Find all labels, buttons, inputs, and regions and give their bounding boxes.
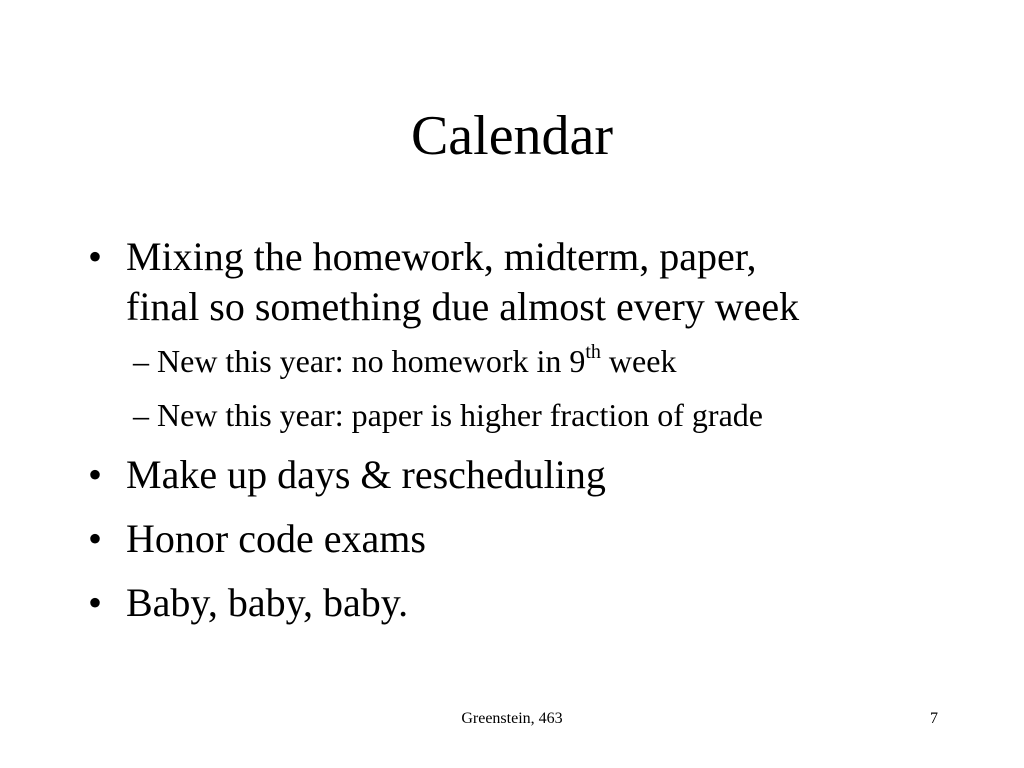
bullet-item-mixing bbox=[88, 232, 988, 436]
sub-item-text-end: week bbox=[600, 343, 677, 379]
bullet-text-line-1: Mixing the homework, midterm, paper, bbox=[126, 234, 757, 279]
bullet-item-make-up-days bbox=[88, 450, 988, 500]
sub-item-no-homework bbox=[126, 340, 988, 382]
sub-item-text: – New this year: no homework in 9 bbox=[133, 343, 586, 379]
bullet-text: Baby, baby, baby. bbox=[126, 580, 409, 625]
bullet-item-honor-code bbox=[88, 514, 988, 564]
bullet-text: Make up days & rescheduling bbox=[126, 452, 606, 497]
bullet-marker: • bbox=[88, 580, 103, 625]
bullet-marker: • bbox=[88, 234, 103, 279]
bullet-text: Honor code exams bbox=[126, 516, 426, 561]
bullet-text-line-2: final so something due almost every week bbox=[126, 284, 800, 329]
page-number: 7 bbox=[930, 710, 938, 727]
bullet-marker: • bbox=[88, 516, 103, 561]
bullet-item-baby bbox=[88, 578, 988, 628]
sub-item-text: – New this year: paper is higher fraction of grade bbox=[133, 397, 763, 433]
sub-item-paper-fraction bbox=[126, 394, 988, 436]
bullet-marker: • bbox=[88, 452, 103, 497]
slide-title: Calendar bbox=[410, 105, 614, 167]
bullet-list bbox=[88, 232, 988, 628]
footer-author: Greenstein, 463 bbox=[461, 710, 563, 727]
superscript-th: th bbox=[585, 341, 601, 364]
sub-bullet-list bbox=[126, 340, 988, 436]
